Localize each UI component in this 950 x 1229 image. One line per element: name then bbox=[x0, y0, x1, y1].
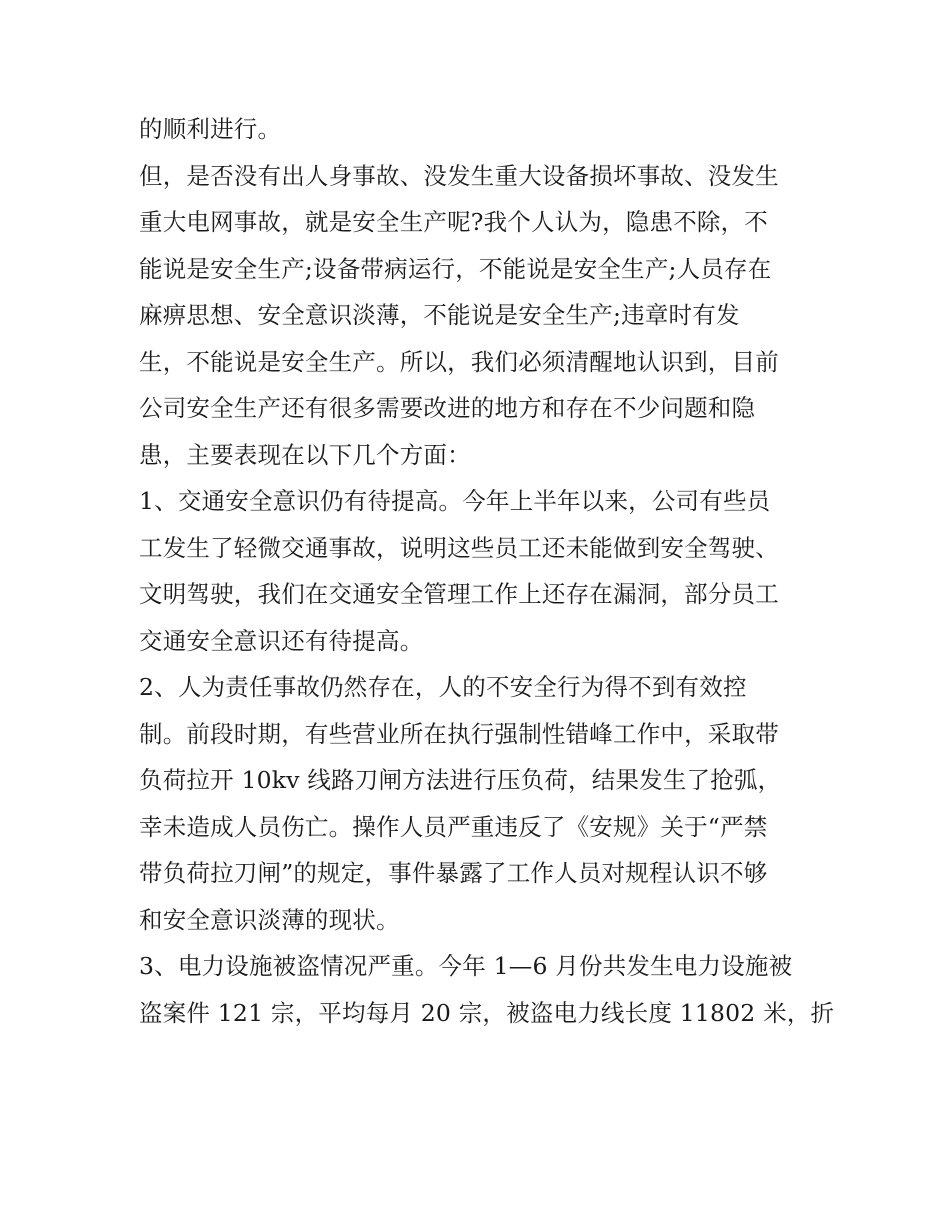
text-line: 盗案件 121 宗，平均每月 20 宗，被盗电力线长度 11802 米，折 bbox=[139, 998, 835, 1027]
text-line: 文明驾驶，我们在交通安全管理工作上还存在漏洞，部分员工 bbox=[139, 580, 779, 608]
text-line: 生，不能说是安全生产。所以，我们必须清醒地认识到，目前 bbox=[139, 347, 779, 376]
text-line: 但，是否没有出人身事故、没发生重大设备损坏事故、没发生 bbox=[139, 161, 779, 190]
text-line: 公司安全生产还有很多需要改进的地方和存在不少问题和隐 bbox=[139, 394, 756, 422]
text-line: 3、电力设施被盗情况严重。今年 1—6 月份共发生电力设施被 bbox=[139, 952, 793, 980]
text-line: 能说是安全生产;设备带病运行，不能说是安全生产;人员存在 bbox=[139, 254, 772, 283]
text-line: 交通安全意识还有待提高。 bbox=[139, 626, 424, 655]
text-line: 工发生了轻微交通事故，说明这些员工还未能做到安全驾驶、 bbox=[139, 533, 779, 562]
text-line: 麻痹思想、安全意识淡薄，不能说是安全生产;违章时有发 bbox=[139, 301, 740, 329]
text-line: 的顺利进行。 bbox=[139, 115, 282, 143]
document-body bbox=[139, 106, 835, 1036]
text-line: 1、交通安全意识仍有待提高。今年上半年以来，公司有些员 bbox=[139, 487, 771, 515]
text-line: 负荷拉开 10kv 线路刀闸方法进行压负荷，结果发生了抢弧， bbox=[139, 766, 782, 794]
text-line: 制。前段时期，有些营业所在执行强制性错峰工作中，采取带 bbox=[139, 719, 779, 748]
text-line: 患，主要表现在以下几个方面： bbox=[139, 440, 471, 469]
text-line: 和安全意识淡薄的现状。 bbox=[139, 905, 400, 934]
text-line: 带负荷拉刀闸”的规定，事件暴露了工作人员对规程认识不够 bbox=[139, 859, 768, 887]
text-line: 重大电网事故，就是安全生产呢?我个人认为，隐患不除，不 bbox=[139, 208, 768, 236]
text-line: 2、人为责任事故仍然存在，人的不安全行为得不到有效控 bbox=[139, 673, 747, 701]
text-line: 幸未造成人员伤亡。操作人员严重违反了《安规》关于“严禁 bbox=[139, 812, 768, 841]
